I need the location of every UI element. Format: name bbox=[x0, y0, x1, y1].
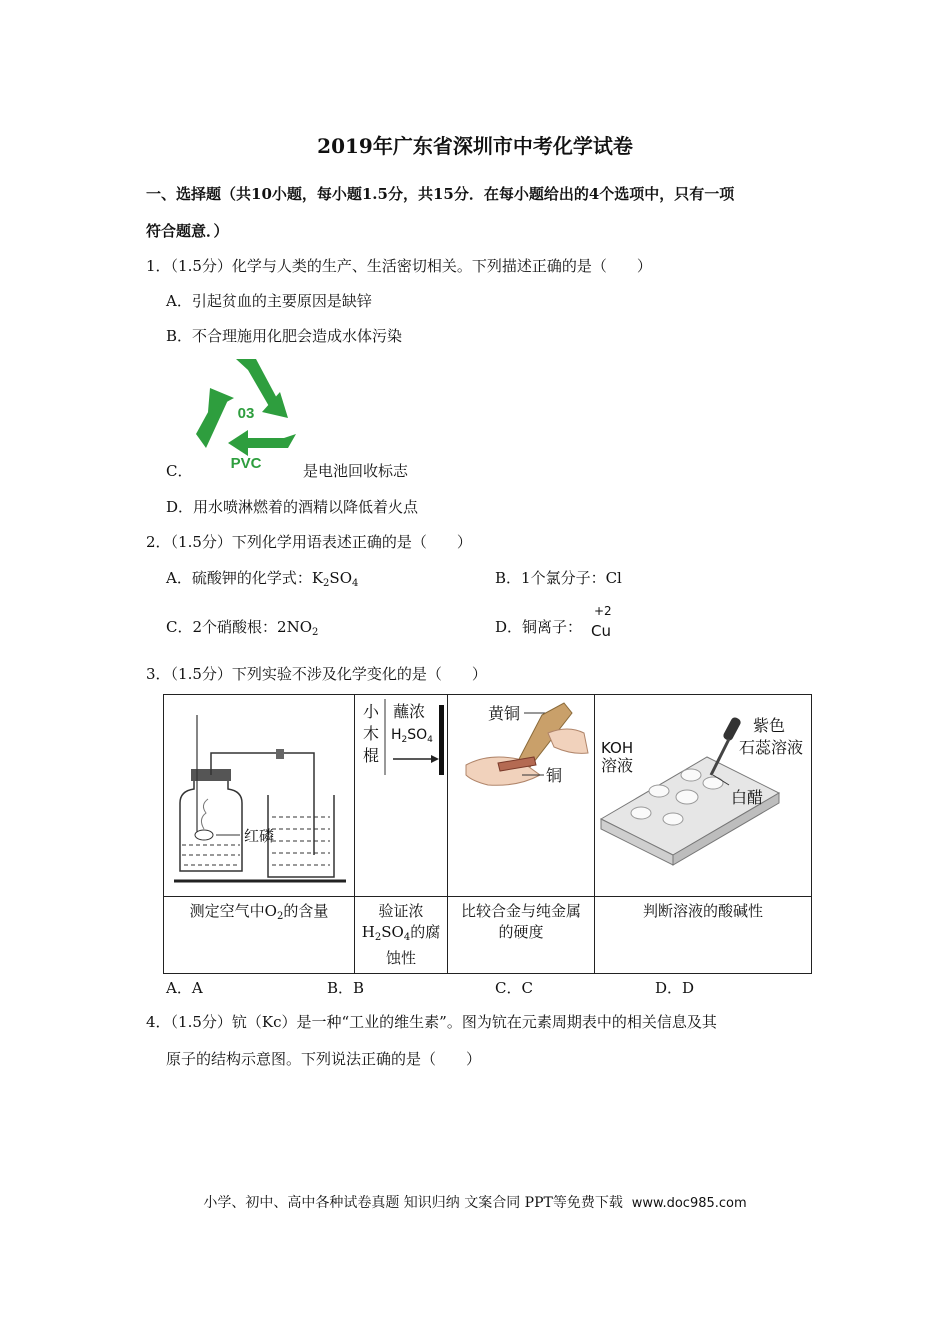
acid-label-1: 蘸浓 bbox=[393, 702, 426, 721]
q3-stem: 3．（1.5分）下列实验不涉及化学变化的是（ ） bbox=[146, 665, 487, 683]
q3-figure-cell-4 bbox=[595, 695, 812, 897]
copper-ion-symbol: Cu bbox=[591, 622, 611, 640]
copper-label: 铜 bbox=[546, 766, 563, 785]
q3-option-b: B．B bbox=[327, 979, 365, 997]
q1-option-c-text: 是电池回收标志 bbox=[303, 462, 409, 480]
q2-option-b: B．1个氯分子：Cl bbox=[495, 569, 622, 587]
q3-caption-4: 判断溶液的酸碱性 bbox=[595, 897, 812, 974]
section-heading-line1: 一、选择题（共10小题，每小题1.5分，共15分．在每小题给出的4个选项中，只有一项 bbox=[146, 185, 735, 203]
q3-caption-1: 测定空气中$O_2$的含量 bbox=[164, 897, 355, 974]
q4-stem-line1: 4．（1.5分）钪（Kc）是一种“工业的维生素”。图为钪在元素周期表中的相关信息及其 bbox=[146, 1013, 717, 1031]
q3-option-a: A．A bbox=[166, 979, 203, 997]
stick-label-1: 小 bbox=[363, 702, 380, 721]
stick-label-2: 木 bbox=[363, 724, 380, 743]
acid-stick-figure bbox=[355, 695, 447, 896]
q1-stem: 1．（1.5分）化学与人类的生产、生活密切相关。下列描述正确的是（ ） bbox=[146, 257, 652, 275]
brass-label: 黄铜 bbox=[488, 704, 521, 723]
vinegar-label: 白醋 bbox=[731, 788, 764, 807]
q3-figure-cell-2 bbox=[355, 695, 448, 897]
q3-option-c: C．C bbox=[495, 979, 533, 997]
q1-option-a: A．引起贫血的主要原因是缺锌 bbox=[166, 292, 372, 310]
q3-experiment-table bbox=[163, 694, 812, 974]
q2-option-d: D．铜离子： bbox=[495, 618, 583, 636]
phosphorus-jar-figure bbox=[164, 695, 354, 896]
q2-option-c: C．2个硝酸根：$2NO_2$ bbox=[166, 618, 319, 638]
copper-ion-charge: +2 bbox=[594, 604, 612, 618]
koh-label-1: KOH bbox=[601, 739, 634, 757]
koh-label-2: 溶液 bbox=[601, 756, 634, 775]
q3-figure-cell-1 bbox=[164, 695, 355, 897]
q2-option-a: A．硫酸钾的化学式：$K_2SO_4$ bbox=[166, 569, 359, 589]
section-heading-line2: 符合题意．） bbox=[146, 222, 229, 240]
page-footer bbox=[0, 1192, 950, 1212]
litmus-label-2: 石蕊溶液 bbox=[739, 738, 804, 757]
pvc-recycle-symbol bbox=[192, 356, 300, 474]
pvc-code-text: PVC bbox=[230, 455, 262, 472]
q4-stem-line2: 原子的结构示意图。下列说法正确的是（ ） bbox=[166, 1050, 482, 1068]
q3-option-d: D．D bbox=[655, 979, 695, 997]
q1-option-c-label: C． bbox=[166, 462, 193, 480]
spot-plate-figure bbox=[595, 695, 811, 896]
q2-stem: 2．（1.5分）下列化学用语表述正确的是（ ） bbox=[146, 533, 472, 551]
acid-label-2: $H_2SO_4$ bbox=[391, 727, 433, 745]
pvc-code-number: 03 bbox=[237, 405, 255, 422]
stick-label-3: 棍 bbox=[363, 746, 380, 765]
q1-option-d: D．用水喷淋燃着的酒精以降低着火点 bbox=[166, 498, 419, 516]
brass-copper-figure bbox=[448, 695, 594, 896]
q1-option-b: B．不合理施用化肥会造成水体污染 bbox=[166, 327, 403, 345]
page-title: 2019年广东省深圳市中考化学试卷 bbox=[317, 134, 633, 158]
litmus-label-1: 紫色 bbox=[753, 716, 786, 735]
footer-url[interactable]: www.doc985.com bbox=[631, 1196, 747, 1211]
q3-figure-cell-3 bbox=[448, 695, 595, 897]
footer-text: 小学、初中、高中各种试卷真题 知识归纳 文案合同 PPT等免费下载 bbox=[203, 1195, 623, 1211]
red-phosphorus-label: 红磷 bbox=[244, 827, 275, 845]
q3-caption-3: 比较合金与纯金属 的硬度 bbox=[448, 897, 595, 974]
q3-caption-2: 验证浓 $H_2SO_4$的腐 蚀性 bbox=[355, 897, 448, 974]
